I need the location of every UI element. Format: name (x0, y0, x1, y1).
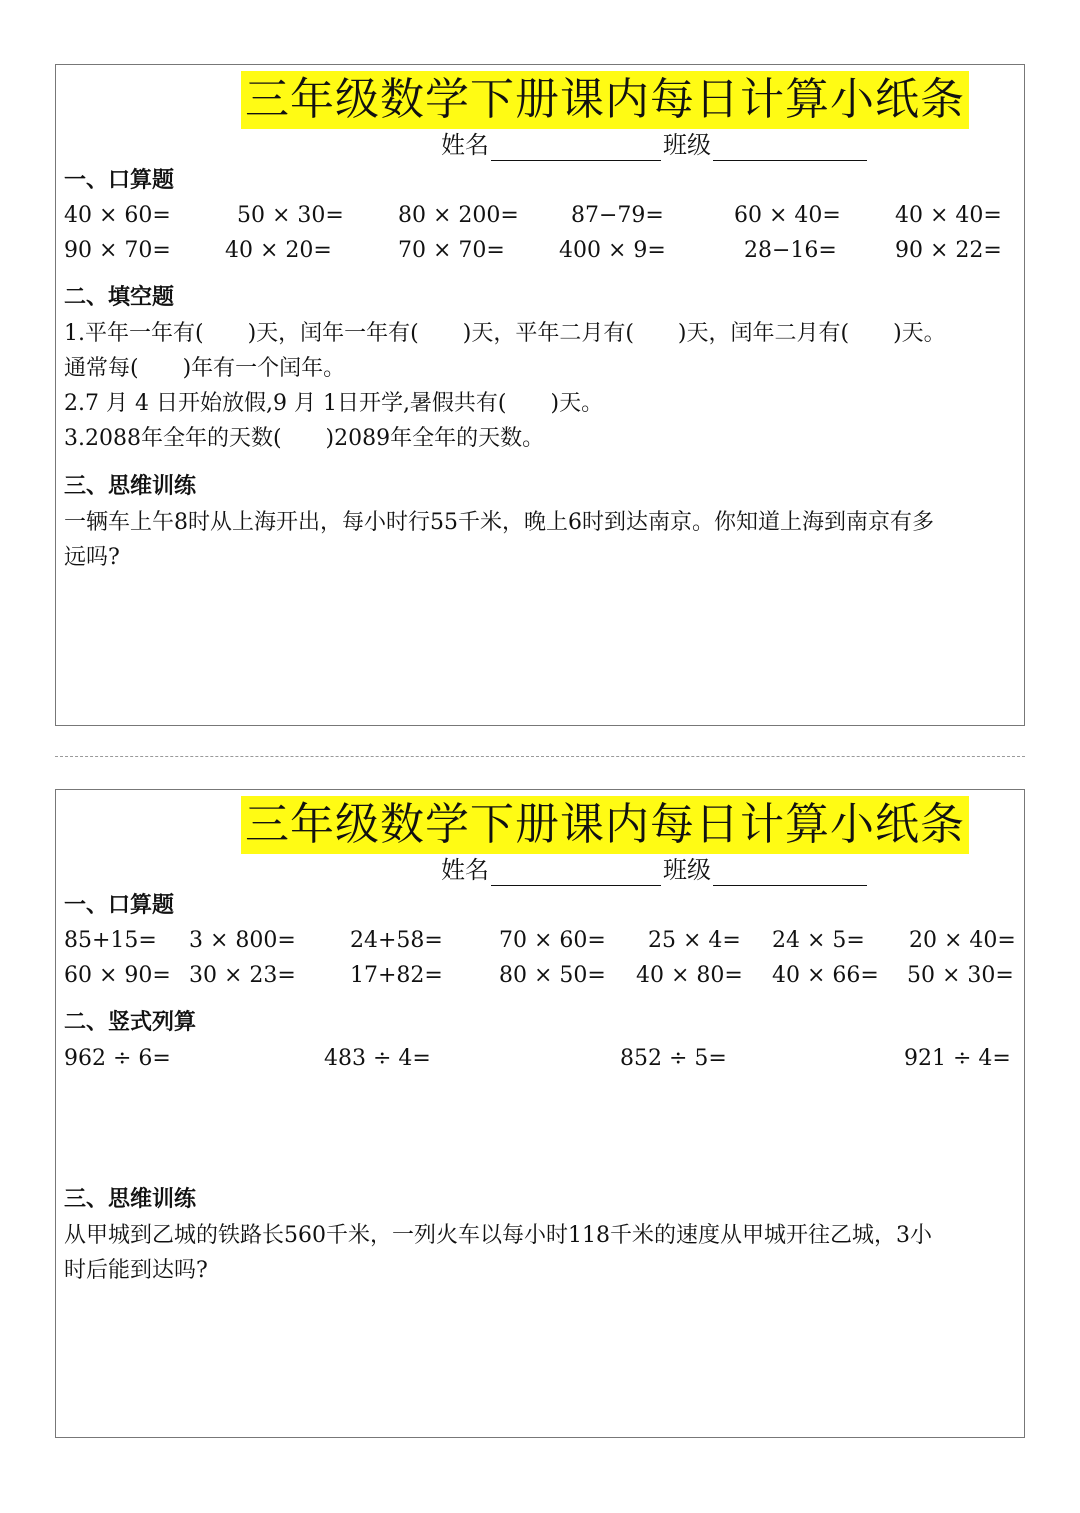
worksheet-title: 三年级数学下册课内每日计算小纸条 (241, 71, 969, 129)
oral-problem: 50 × 30= (237, 203, 344, 228)
section-heading-fill: 二、填空题 (64, 285, 175, 310)
fill-line: 1.平年一年有( )天，闰年一年有( )天，平年二月有( )天，闰年二月有( )天。 (64, 321, 946, 346)
oral-problem: 24+58= (350, 928, 443, 953)
section-heading-oral: 一、口算题 (64, 168, 175, 193)
worksheet-slip-1 (55, 64, 1025, 726)
vertical-problem: 852 ÷ 5= (620, 1046, 727, 1071)
word-problem-line: 远吗? (64, 545, 120, 570)
oral-problem: 40 × 20= (225, 238, 332, 263)
worksheet-slip-2 (55, 789, 1025, 1438)
class-blank[interactable] (713, 861, 867, 886)
oral-problem: 80 × 200= (398, 203, 519, 228)
fill-line: 通常每( )年有一个闰年。 (64, 356, 346, 381)
oral-problem: 3 × 800= (189, 928, 296, 953)
name-blank[interactable] (491, 861, 661, 886)
name-label: 姓名 (441, 131, 489, 159)
name-class-row (441, 854, 869, 886)
oral-problem: 85+15= (64, 928, 157, 953)
oral-problem: 25 × 4= (648, 928, 741, 953)
fill-line: 3.2088年全年的天数( )2089年全年的天数。 (64, 426, 545, 451)
oral-problem: 87−79= (571, 203, 664, 228)
section-heading-thinking: 三、思维训练 (64, 474, 197, 499)
class-blank[interactable] (713, 136, 867, 161)
vertical-problem: 483 ÷ 4= (324, 1046, 431, 1071)
worksheet-title: 三年级数学下册课内每日计算小纸条 (241, 796, 969, 854)
cut-line-divider (55, 756, 1025, 757)
oral-problem: 70 × 70= (398, 238, 505, 263)
oral-problem: 40 × 60= (64, 203, 171, 228)
class-label: 班级 (663, 131, 711, 159)
name-blank[interactable] (491, 136, 661, 161)
oral-problem: 50 × 30= (907, 963, 1014, 988)
oral-problem: 60 × 90= (64, 963, 171, 988)
word-problem-line: 从甲城到乙城的铁路长560千米，一列火车以每小时118千米的速度从甲城开往乙城，3小 (64, 1223, 932, 1248)
vertical-problem: 962 ÷ 6= (64, 1046, 171, 1071)
oral-problem: 90 × 22= (895, 238, 1002, 263)
fill-line: 2.7 月 4 日开始放假,9 月 1日开学,暑假共有( )天。 (64, 391, 604, 416)
section-heading-oral: 一、口算题 (64, 893, 175, 918)
oral-problem: 400 × 9= (559, 238, 666, 263)
oral-problem: 24 × 5= (772, 928, 865, 953)
oral-problem: 70 × 60= (499, 928, 606, 953)
word-problem-line: 一辆车上午8时从上海开出，每小时行55千米，晚上6时到达南京。你知道上海到南京有多 (64, 510, 934, 535)
oral-problem: 40 × 66= (772, 963, 879, 988)
oral-problem: 60 × 40= (734, 203, 841, 228)
section-heading-thinking: 三、思维训练 (64, 1187, 197, 1212)
section-heading-vertical: 二、竖式列算 (64, 1010, 197, 1035)
oral-problem: 17+82= (350, 963, 443, 988)
oral-problem: 80 × 50= (499, 963, 606, 988)
oral-problem: 28−16= (744, 238, 837, 263)
class-label: 班级 (663, 856, 711, 884)
oral-problem: 40 × 80= (636, 963, 743, 988)
name-label: 姓名 (441, 856, 489, 884)
name-class-row (441, 129, 869, 161)
word-problem-line: 时后能到达吗? (64, 1258, 208, 1283)
oral-problem: 40 × 40= (895, 203, 1002, 228)
oral-problem: 90 × 70= (64, 238, 171, 263)
oral-problem: 20 × 40= (909, 928, 1016, 953)
vertical-problem: 921 ÷ 4= (904, 1046, 1011, 1071)
oral-problem: 30 × 23= (189, 963, 296, 988)
